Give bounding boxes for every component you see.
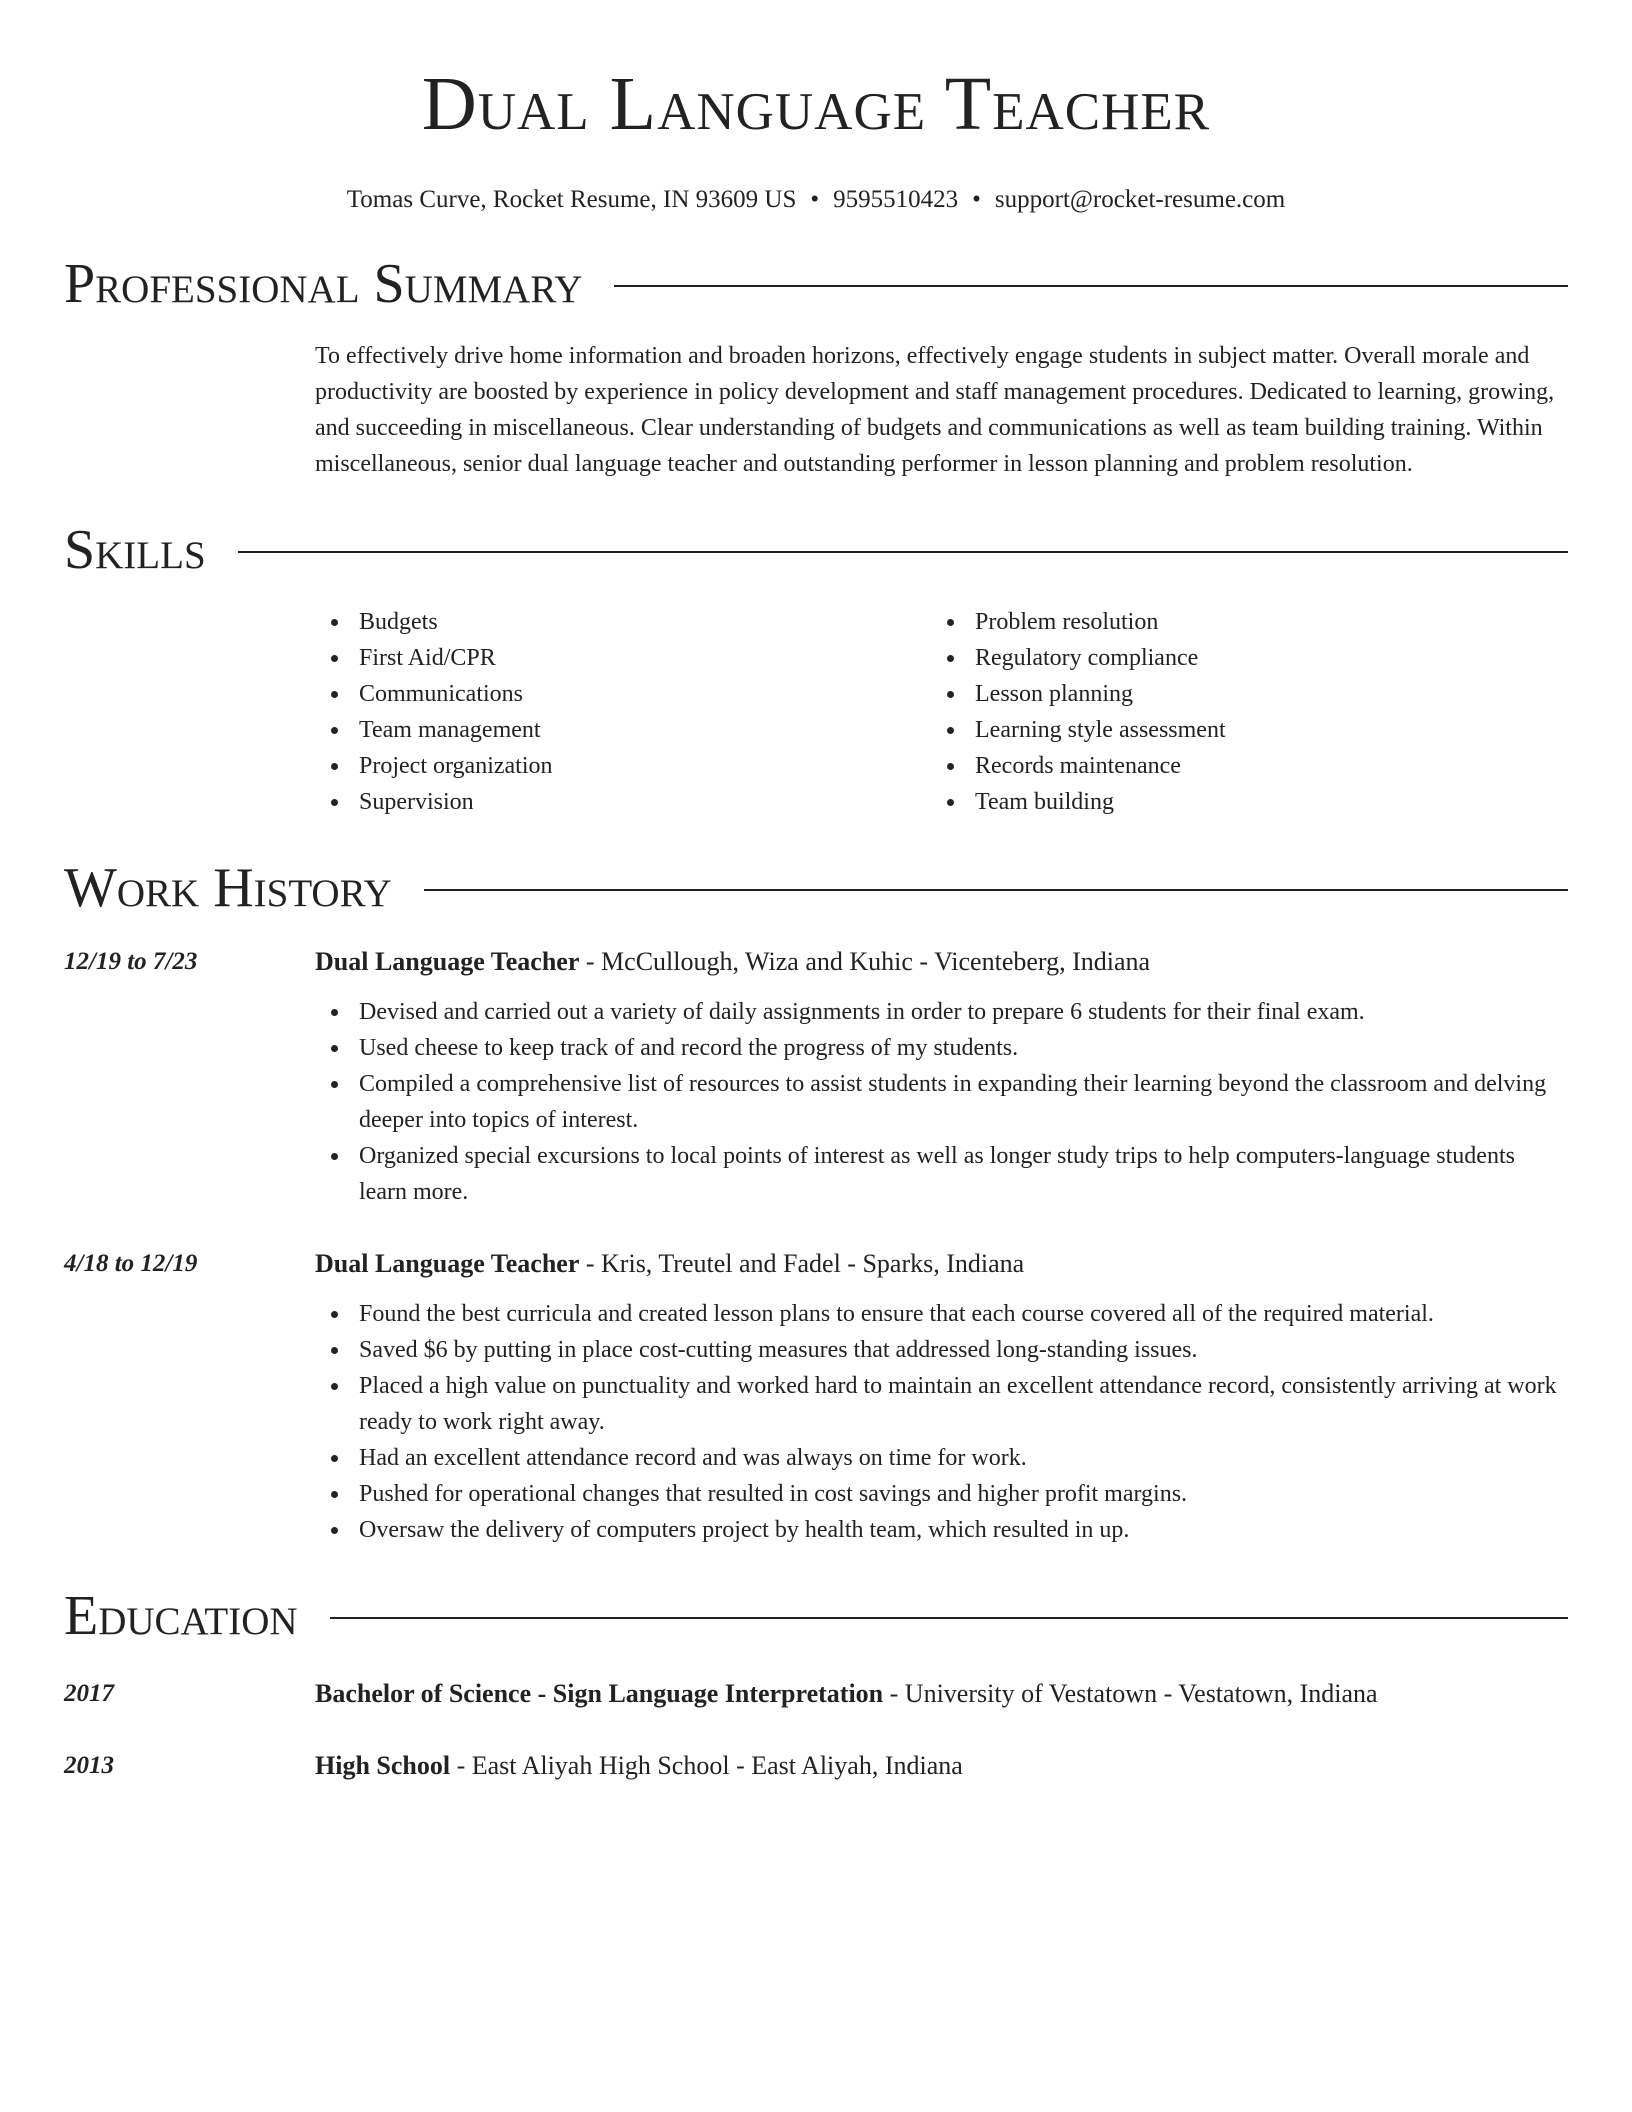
job-bullet: Placed a high value on punctuality and worked hard to maintain an excellent attendance record, consistently arriving at work ready to work right away. — [315, 1368, 1568, 1440]
job-details: - McCullough, Wiza and Kuhic - Vicenteberg, Indiana — [579, 947, 1151, 976]
education-entry — [64, 1746, 1568, 1786]
job-bullet: Saved $6 by putting in place cost-cutting measures that addressed long-standing issues. — [315, 1332, 1568, 1368]
job-body — [315, 1244, 1568, 1548]
job-entry — [64, 1244, 1568, 1548]
education-details: - East Aliyah High School - East Aliyah, Indiana — [450, 1751, 963, 1780]
education-section-header — [64, 1584, 1568, 1648]
skill-item: Supervision — [315, 784, 931, 820]
education-details: - University of Vestatown - Vestatown, Indiana — [883, 1679, 1378, 1708]
job-bullet: Devised and carried out a variety of daily assignments in order to prepare 6 students for their final exam. — [315, 994, 1568, 1030]
job-date: 12/19 to 7/23 — [64, 948, 198, 975]
skill-item: Regulatory compliance — [931, 640, 1547, 676]
education-date: 2017 — [64, 1680, 114, 1707]
job-headline — [315, 1244, 1568, 1284]
contact-separator: • — [972, 186, 981, 213]
skill-item: Communications — [315, 676, 931, 712]
skill-item: Team building — [931, 784, 1547, 820]
contact-phone: 9595510423 — [833, 186, 959, 213]
skills-title: Skills — [64, 519, 206, 581]
skill-item: Team management — [315, 712, 931, 748]
job-headline — [315, 942, 1568, 982]
job-bullet: Had an excellent attendance record and was always on time for work. — [315, 1440, 1568, 1476]
skills-section-header — [64, 518, 1568, 582]
job-body — [315, 942, 1568, 1210]
skill-item: Learning style assessment — [931, 712, 1547, 748]
work-title: Work History — [64, 857, 392, 919]
education-degree: Bachelor of Science - Sign Language Interpretation — [315, 1679, 884, 1708]
section-divider — [614, 285, 1568, 287]
skills-column-right — [931, 604, 1547, 820]
summary-section-header — [64, 252, 1568, 316]
job-bullet: Used cheese to keep track of and record the progress of my students. — [315, 1030, 1568, 1066]
skill-item: Problem resolution — [931, 604, 1547, 640]
contact-address: Tomas Curve, Rocket Resume, IN 93609 US — [346, 186, 797, 213]
education-headline — [315, 1674, 1378, 1714]
job-role: Dual Language Teacher — [315, 1249, 580, 1278]
skill-item: First Aid/CPR — [315, 640, 931, 676]
contact-line — [64, 184, 1568, 216]
education-title: Education — [64, 1585, 298, 1647]
skills-column-left — [315, 604, 931, 820]
job-bullet: Compiled a comprehensive list of resources to assist students in expanding their learning beyond the classroom and delving deeper into topics of interest. — [315, 1066, 1568, 1138]
education-date: 2013 — [64, 1752, 114, 1779]
section-divider — [424, 889, 1568, 891]
summary-text: To effectively drive home information and broaden horizons, effectively engage students in subject matter. Overall morale and productivity are boosted by experience in policy development and staff management procedures. Dedicated to learning, growing, and succeeding in miscellaneous. Clear understanding of budgets and communications as well as team building training. Within miscellaneous, senior dual language teacher and outstanding performer in lesson planning and problem resolution. — [315, 343, 1555, 477]
work-section-header — [64, 856, 1568, 920]
section-divider — [238, 551, 1568, 553]
job-bullet: Organized special excursions to local points of interest as well as longer study trips to help computers-language students learn more. — [315, 1138, 1568, 1210]
job-bullet: Oversaw the delivery of computers project by health team, which resulted in up. — [315, 1512, 1568, 1548]
job-bullets — [315, 1296, 1568, 1548]
contact-separator: • — [810, 186, 820, 213]
job-entry — [64, 942, 1568, 1210]
section-divider — [330, 1617, 1568, 1619]
skill-item: Lesson planning — [931, 676, 1547, 712]
contact-email: support@rocket-resume.com — [994, 186, 1286, 213]
skill-item: Records maintenance — [931, 748, 1547, 784]
education-entry — [64, 1674, 1568, 1714]
summary-title: Professional Summary — [64, 253, 583, 315]
education-headline — [315, 1746, 963, 1786]
job-bullet: Pushed for operational changes that resulted in cost savings and higher profit margins. — [315, 1476, 1568, 1512]
resume-name: Dual Language Teacher — [421, 62, 1211, 146]
job-date: 4/18 to 12/19 — [64, 1250, 198, 1277]
job-bullets — [315, 994, 1568, 1210]
skill-item: Project organization — [315, 748, 931, 784]
job-details: - Kris, Treutel and Fadel - Sparks, Indiana — [579, 1249, 1025, 1278]
education-degree: High School — [315, 1751, 451, 1780]
skill-item: Budgets — [315, 604, 931, 640]
job-bullet: Found the best curricula and created lesson plans to ensure that each course covered all of the required material. — [315, 1296, 1568, 1332]
skills-list — [315, 604, 1568, 820]
job-role: Dual Language Teacher — [315, 947, 580, 976]
